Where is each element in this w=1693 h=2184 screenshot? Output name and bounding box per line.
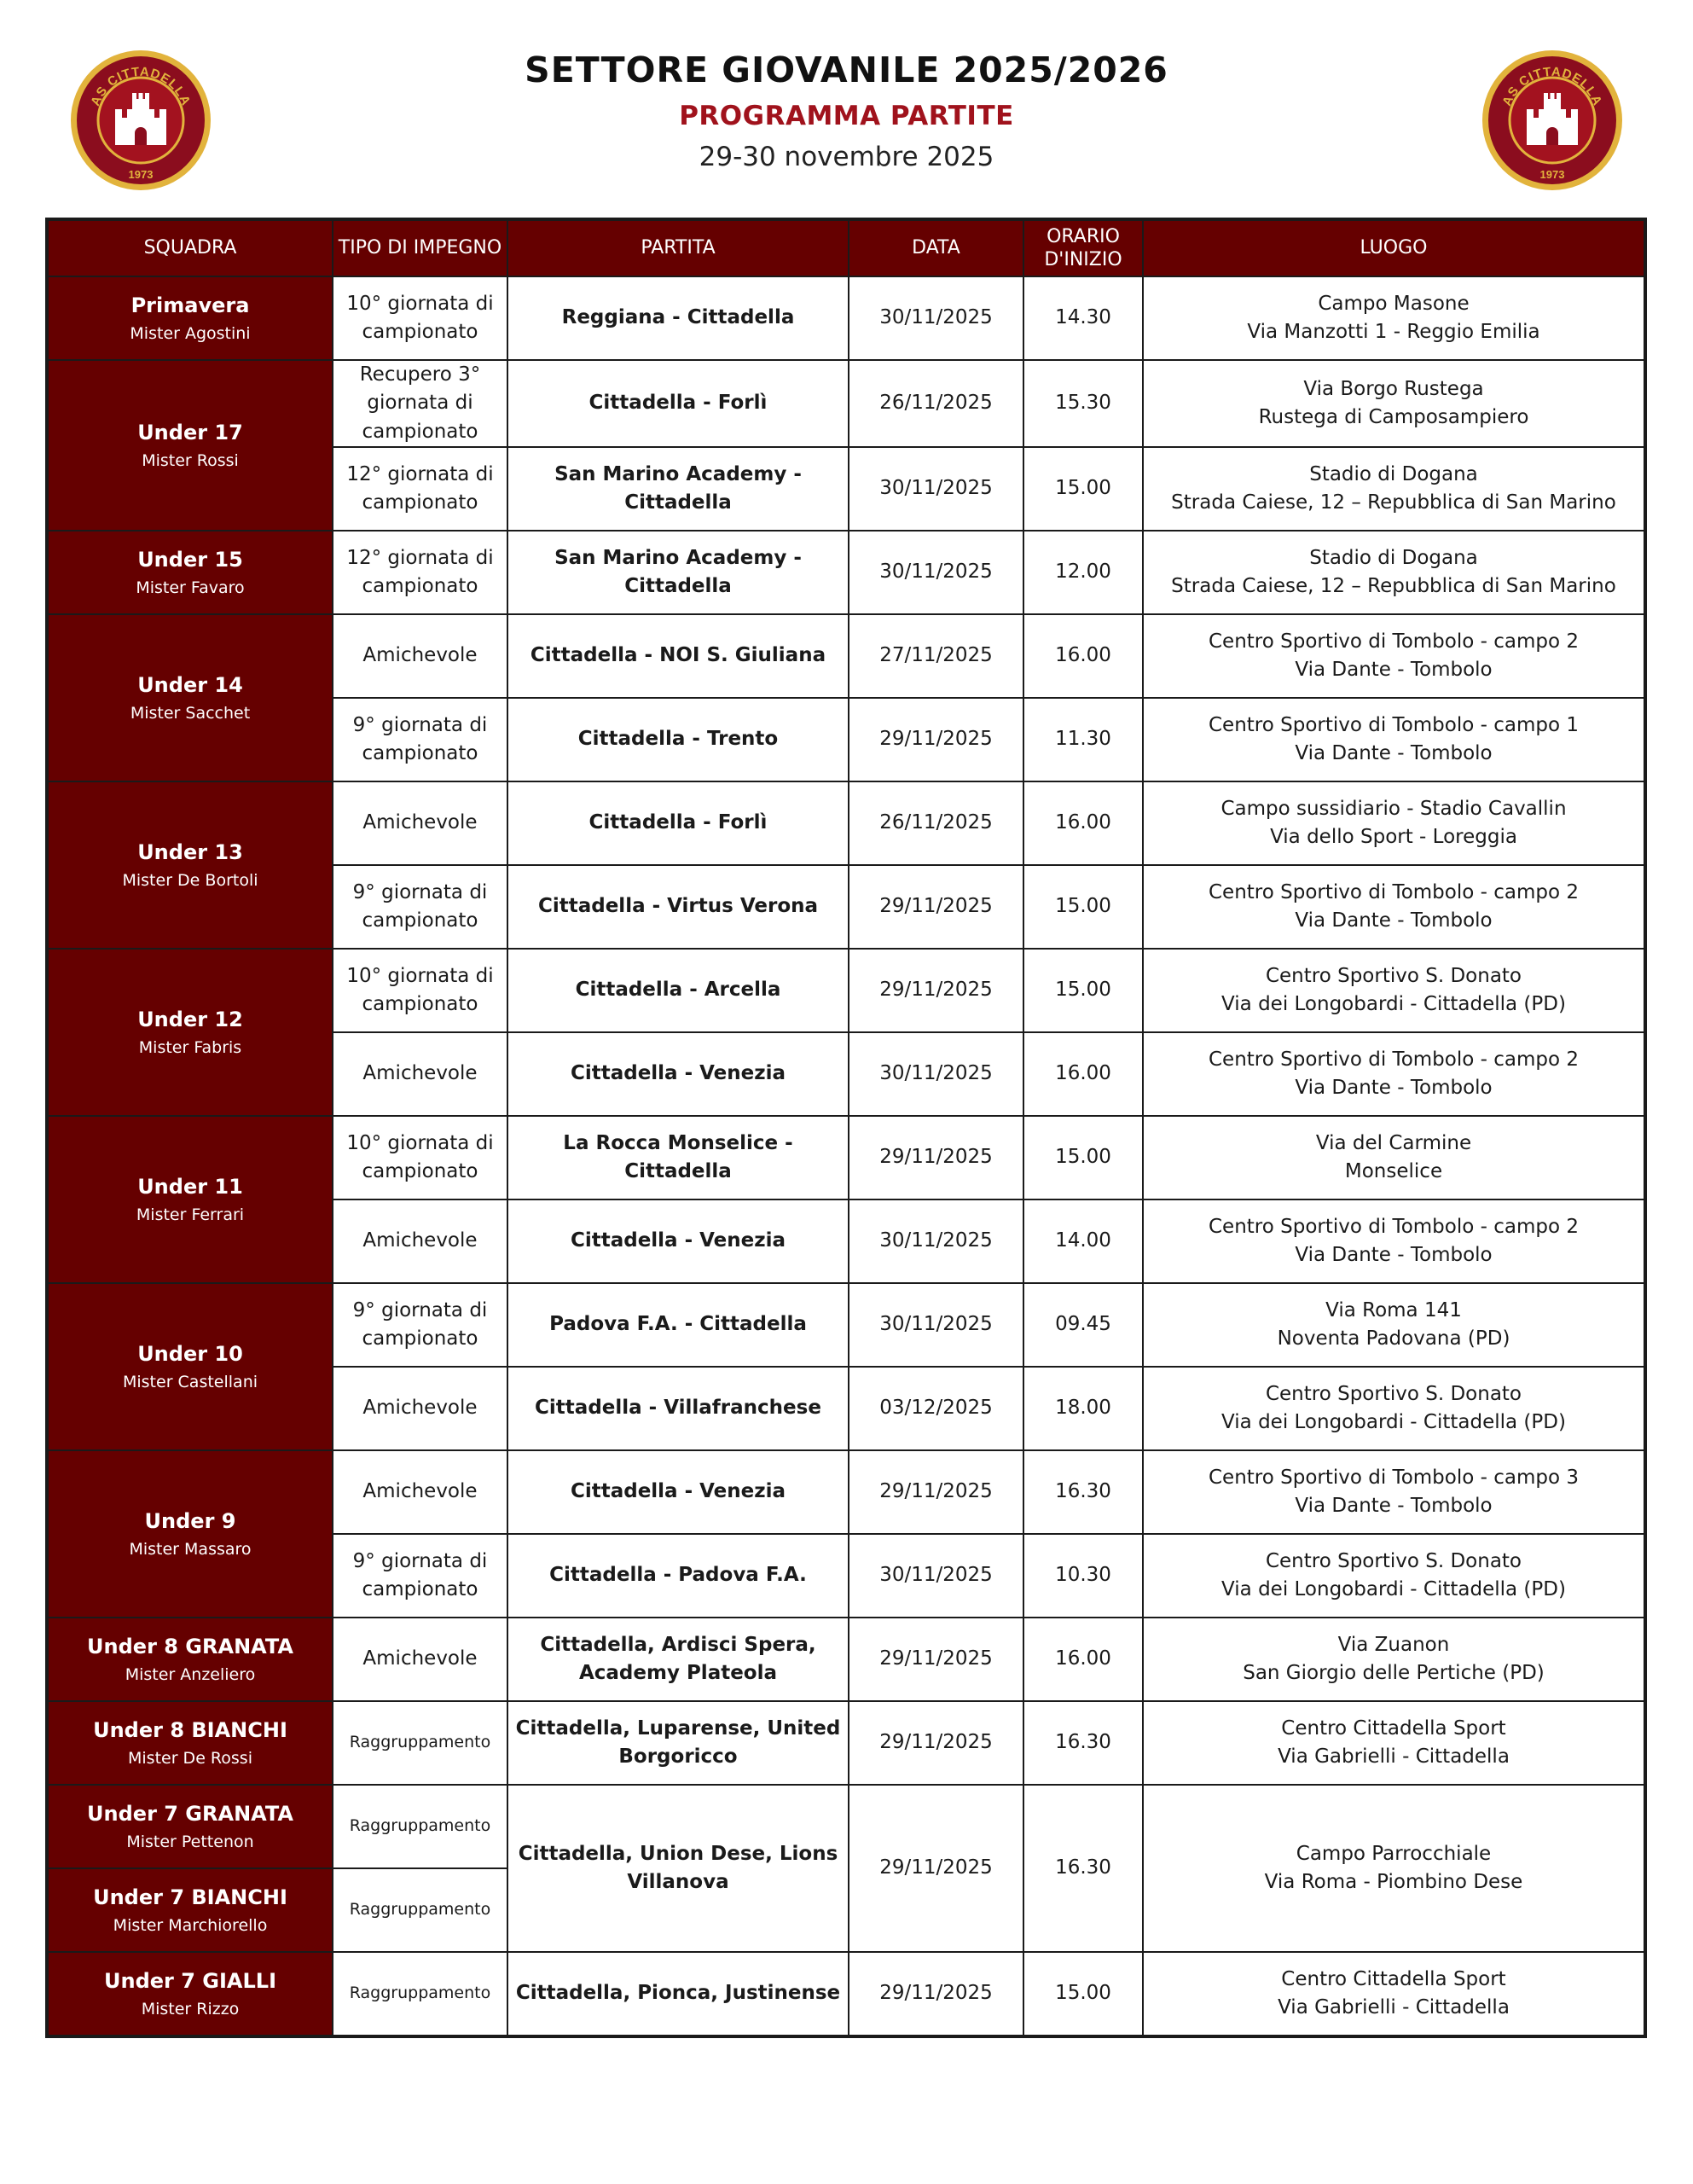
- commitment-type: Raggruppamento: [333, 1701, 507, 1785]
- commitment-type: 10° giornata di campionato: [333, 276, 507, 360]
- match-date: 30/11/2025: [849, 1534, 1023, 1618]
- team-name: Under 14: [137, 672, 243, 697]
- commitment-type: 10° giornata di campionato: [333, 1116, 507, 1199]
- team-cell: [47, 360, 333, 531]
- match-name: San Marino Academy - Cittadella: [507, 447, 849, 531]
- commitment-type: Amichevole: [333, 1199, 507, 1283]
- match-place: Campo Parrocchiale Via Roma - Piombino Dese: [1143, 1785, 1645, 1952]
- match-name: Cittadella - Virtus Verona: [507, 865, 849, 949]
- team-coach: Mister Pettenon: [126, 1832, 254, 1851]
- match-time: 12.00: [1023, 531, 1143, 614]
- match-name: Reggiana - Cittadella: [507, 276, 849, 360]
- commitment-type: Amichevole: [333, 1032, 507, 1116]
- match-time: 14.00: [1023, 1199, 1143, 1283]
- match-time: 15.00: [1023, 447, 1143, 531]
- commitment-type: 9° giornata di campionato: [333, 698, 507, 781]
- match-name: Cittadella - Venezia: [507, 1450, 849, 1534]
- team-cell: [47, 1701, 333, 1785]
- table-row: [47, 1116, 1645, 1199]
- match-date: 29/11/2025: [849, 1701, 1023, 1785]
- match-date: 26/11/2025: [849, 360, 1023, 447]
- match-name: La Rocca Monselice - Cittadella: [507, 1116, 849, 1199]
- match-place: Via Zuanon San Giorgio delle Pertiche (PD): [1143, 1618, 1645, 1701]
- team-name: Under 7 BIANCHI: [93, 1885, 287, 1909]
- team-coach: Mister Rossi: [142, 450, 239, 470]
- table-header-row: [47, 219, 1645, 276]
- match-place: Via Roma 141 Noventa Padovana (PD): [1143, 1283, 1645, 1367]
- match-place: Via del Carmine Monselice: [1143, 1116, 1645, 1199]
- match-place: Centro Sportivo di Tombolo - campo 2 Via Dante - Tombolo: [1143, 1199, 1645, 1283]
- match-place: Centro Sportivo di Tombolo - campo 2 Via Dante - Tombolo: [1143, 614, 1645, 698]
- match-time: 15.00: [1023, 1116, 1143, 1199]
- team-cell: [47, 1952, 333, 2036]
- commitment-type: Amichevole: [333, 1450, 507, 1534]
- match-date: 29/11/2025: [849, 1116, 1023, 1199]
- column-header-date: DATA: [849, 219, 1023, 276]
- logo-text: AS CITTADELLA: [88, 64, 194, 108]
- commitment-type: Raggruppamento: [333, 1952, 507, 2036]
- commitment-type: Amichevole: [333, 781, 507, 865]
- match-place: Centro Cittadella Sport Via Gabrielli - Cittadella: [1143, 1701, 1645, 1785]
- match-time: 16.30: [1023, 1701, 1143, 1785]
- match-name: Cittadella - Trento: [507, 698, 849, 781]
- table-row: [47, 614, 1645, 698]
- match-time: 09.45: [1023, 1283, 1143, 1367]
- match-date: 29/11/2025: [849, 1785, 1023, 1952]
- match-place: Centro Sportivo S. Donato Via dei Longobardi - Cittadella (PD): [1143, 1534, 1645, 1618]
- team-cell: [47, 531, 333, 614]
- match-date: 27/11/2025: [849, 614, 1023, 698]
- team-name: Under 9: [144, 1508, 236, 1533]
- column-header-type: TIPO DI IMPEGNO: [333, 219, 507, 276]
- team-cell: [47, 276, 333, 360]
- match-name: Cittadella, Union Dese, Lions Villanova: [507, 1785, 849, 1952]
- match-date: 30/11/2025: [849, 1032, 1023, 1116]
- match-name: Cittadella - Forlì: [507, 781, 849, 865]
- page-subtitle: PROGRAMMA PARTITE: [679, 101, 1014, 131]
- team-name: Primavera: [130, 293, 250, 317]
- commitment-type: Raggruppamento: [333, 1868, 507, 1952]
- team-cell: [47, 1868, 333, 1952]
- commitment-type: Amichevole: [333, 1367, 507, 1450]
- team-name: Under 8 BIANCHI: [93, 1717, 287, 1742]
- team-cell: [47, 1450, 333, 1618]
- team-name: Under 17: [137, 420, 243, 444]
- column-header-team: SQUADRA: [47, 219, 333, 276]
- team-coach: Mister De Bortoli: [122, 870, 258, 890]
- match-date: 30/11/2025: [849, 447, 1023, 531]
- table-row: [47, 531, 1645, 614]
- team-name: Under 11: [137, 1174, 243, 1199]
- team-name: Under 13: [137, 839, 243, 864]
- column-header-time: ORARIO D'INIZIO: [1023, 219, 1143, 276]
- match-name: Cittadella, Ardisci Spera, Academy Plateola: [507, 1618, 849, 1701]
- match-place: Centro Cittadella Sport Via Gabrielli - Cittadella: [1143, 1952, 1645, 2036]
- match-time: 14.30: [1023, 276, 1143, 360]
- match-place: Campo Masone Via Manzotti 1 - Reggio Emilia: [1143, 276, 1645, 360]
- team-coach: Mister Agostini: [130, 323, 251, 343]
- match-time: 15.00: [1023, 865, 1143, 949]
- team-cell: [47, 1618, 333, 1701]
- match-place: Via Borgo Rustega Rustega di Camposampiero: [1143, 360, 1645, 447]
- match-name: Cittadella - Padova F.A.: [507, 1534, 849, 1618]
- match-name: Cittadella - Venezia: [507, 1032, 849, 1116]
- team-coach: Mister Fabris: [138, 1037, 242, 1057]
- team-coach: Mister Castellani: [122, 1372, 258, 1391]
- team-cell: [47, 1785, 333, 1868]
- match-name: Cittadella - Villafranchese: [507, 1367, 849, 1450]
- table-row: [47, 276, 1645, 360]
- team-name: Under 7 GRANATA: [87, 1801, 293, 1826]
- match-time: 15.30: [1023, 360, 1143, 447]
- match-time: 16.00: [1023, 614, 1143, 698]
- team-coach: Mister Rizzo: [141, 1999, 240, 2018]
- match-name: Cittadella, Pionca, Justinense: [507, 1952, 849, 2036]
- match-date: 30/11/2025: [849, 1199, 1023, 1283]
- match-place: Centro Sportivo di Tombolo - campo 2 Via Dante - Tombolo: [1143, 1032, 1645, 1116]
- commitment-type: 9° giornata di campionato: [333, 1283, 507, 1367]
- commitment-type: Raggruppamento: [333, 1785, 507, 1868]
- match-place: Centro Sportivo di Tombolo - campo 2 Via Dante - Tombolo: [1143, 865, 1645, 949]
- table-row: [47, 1701, 1645, 1785]
- match-time: 16.00: [1023, 1032, 1143, 1116]
- match-date: 30/11/2025: [849, 531, 1023, 614]
- table-row: [47, 1450, 1645, 1534]
- match-time: 16.00: [1023, 1618, 1143, 1701]
- schedule-table: [45, 218, 1647, 2038]
- team-coach: Mister Favaro: [136, 578, 245, 597]
- match-name: Cittadella, Luparense, United Borgoricco: [507, 1701, 849, 1785]
- table-row: [47, 781, 1645, 865]
- team-name: Under 12: [137, 1007, 243, 1031]
- match-name: San Marino Academy - Cittadella: [507, 531, 849, 614]
- match-time: 18.00: [1023, 1367, 1143, 1450]
- match-place: Centro Sportivo di Tombolo - campo 3 Via Dante - Tombolo: [1143, 1450, 1645, 1534]
- match-place: Campo sussidiario - Stadio Cavallin Via dello Sport - Loreggia: [1143, 781, 1645, 865]
- commitment-type: Recupero 3° giornata di campionato: [333, 360, 507, 447]
- match-date: 29/11/2025: [849, 1618, 1023, 1701]
- match-date: 30/11/2025: [849, 276, 1023, 360]
- table-row: [47, 1952, 1645, 2036]
- logo-text: AS CITTADELLA: [1499, 64, 1605, 108]
- match-date: 29/11/2025: [849, 865, 1023, 949]
- match-time: 16.00: [1023, 781, 1143, 865]
- page-header: [0, 49, 1693, 172]
- page-dates: 29-30 novembre 2025: [699, 142, 994, 172]
- commitment-type: 9° giornata di campionato: [333, 1534, 507, 1618]
- logo-year: 1973: [1539, 168, 1565, 181]
- commitment-type: 12° giornata di campionato: [333, 531, 507, 614]
- table-row: [47, 360, 1645, 447]
- table-row: [47, 949, 1645, 1032]
- match-date: 26/11/2025: [849, 781, 1023, 865]
- match-time: 16.30: [1023, 1450, 1143, 1534]
- match-date: 29/11/2025: [849, 1952, 1023, 2036]
- column-header-match: PARTITA: [507, 219, 849, 276]
- match-place: Stadio di Dogana Strada Caiese, 12 – Repubblica di San Marino: [1143, 531, 1645, 614]
- team-name: Under 8 GRANATA: [87, 1634, 293, 1658]
- column-header-place: LUOGO: [1143, 219, 1645, 276]
- match-time: 11.30: [1023, 698, 1143, 781]
- team-name: Under 10: [137, 1341, 243, 1366]
- match-place: Centro Sportivo S. Donato Via dei Longobardi - Cittadella (PD): [1143, 949, 1645, 1032]
- match-place: Stadio di Dogana Strada Caiese, 12 – Repubblica di San Marino: [1143, 447, 1645, 531]
- team-name: Under 15: [137, 547, 243, 572]
- match-name: Cittadella - Forlì: [507, 360, 849, 447]
- match-date: 29/11/2025: [849, 949, 1023, 1032]
- team-coach: Mister Massaro: [129, 1539, 252, 1559]
- team-coach: Mister Ferrari: [136, 1205, 245, 1224]
- team-coach: Mister Anzeliero: [125, 1664, 256, 1684]
- match-place: Centro Sportivo S. Donato Via dei Longobardi - Cittadella (PD): [1143, 1367, 1645, 1450]
- commitment-type: 10° giornata di campionato: [333, 949, 507, 1032]
- table-row: [47, 1618, 1645, 1701]
- commitment-type: Amichevole: [333, 614, 507, 698]
- commitment-type: Amichevole: [333, 1618, 507, 1701]
- team-cell: [47, 949, 333, 1116]
- match-time: 16.30: [1023, 1785, 1143, 1952]
- match-date: 03/12/2025: [849, 1367, 1023, 1450]
- team-cell: [47, 614, 333, 781]
- match-date: 29/11/2025: [849, 698, 1023, 781]
- match-name: Padova F.A. - Cittadella: [507, 1283, 849, 1367]
- match-date: 30/11/2025: [849, 1283, 1023, 1367]
- team-cell: [47, 1283, 333, 1450]
- match-name: Cittadella - NOI S. Giuliana: [507, 614, 849, 698]
- table-row: [47, 1785, 1645, 1868]
- match-date: 29/11/2025: [849, 1450, 1023, 1534]
- match-time: 10.30: [1023, 1534, 1143, 1618]
- team-cell: [47, 781, 333, 949]
- match-name: Cittadella - Venezia: [507, 1199, 849, 1283]
- table-row: [47, 1283, 1645, 1367]
- logo-year: 1973: [128, 168, 154, 181]
- page-title: SETTORE GIOVANILE 2025/2026: [525, 49, 1168, 90]
- team-coach: Mister Marchiorello: [113, 1915, 268, 1935]
- team-name: Under 7 GIALLI: [104, 1968, 276, 1993]
- team-coach: Mister De Rossi: [128, 1748, 252, 1768]
- match-name: Cittadella - Arcella: [507, 949, 849, 1032]
- match-time: 15.00: [1023, 949, 1143, 1032]
- commitment-type: 12° giornata di campionato: [333, 447, 507, 531]
- match-place: Centro Sportivo di Tombolo - campo 1 Via Dante - Tombolo: [1143, 698, 1645, 781]
- commitment-type: 9° giornata di campionato: [333, 865, 507, 949]
- match-time: 15.00: [1023, 1952, 1143, 2036]
- team-coach: Mister Sacchet: [130, 703, 251, 723]
- team-cell: [47, 1116, 333, 1283]
